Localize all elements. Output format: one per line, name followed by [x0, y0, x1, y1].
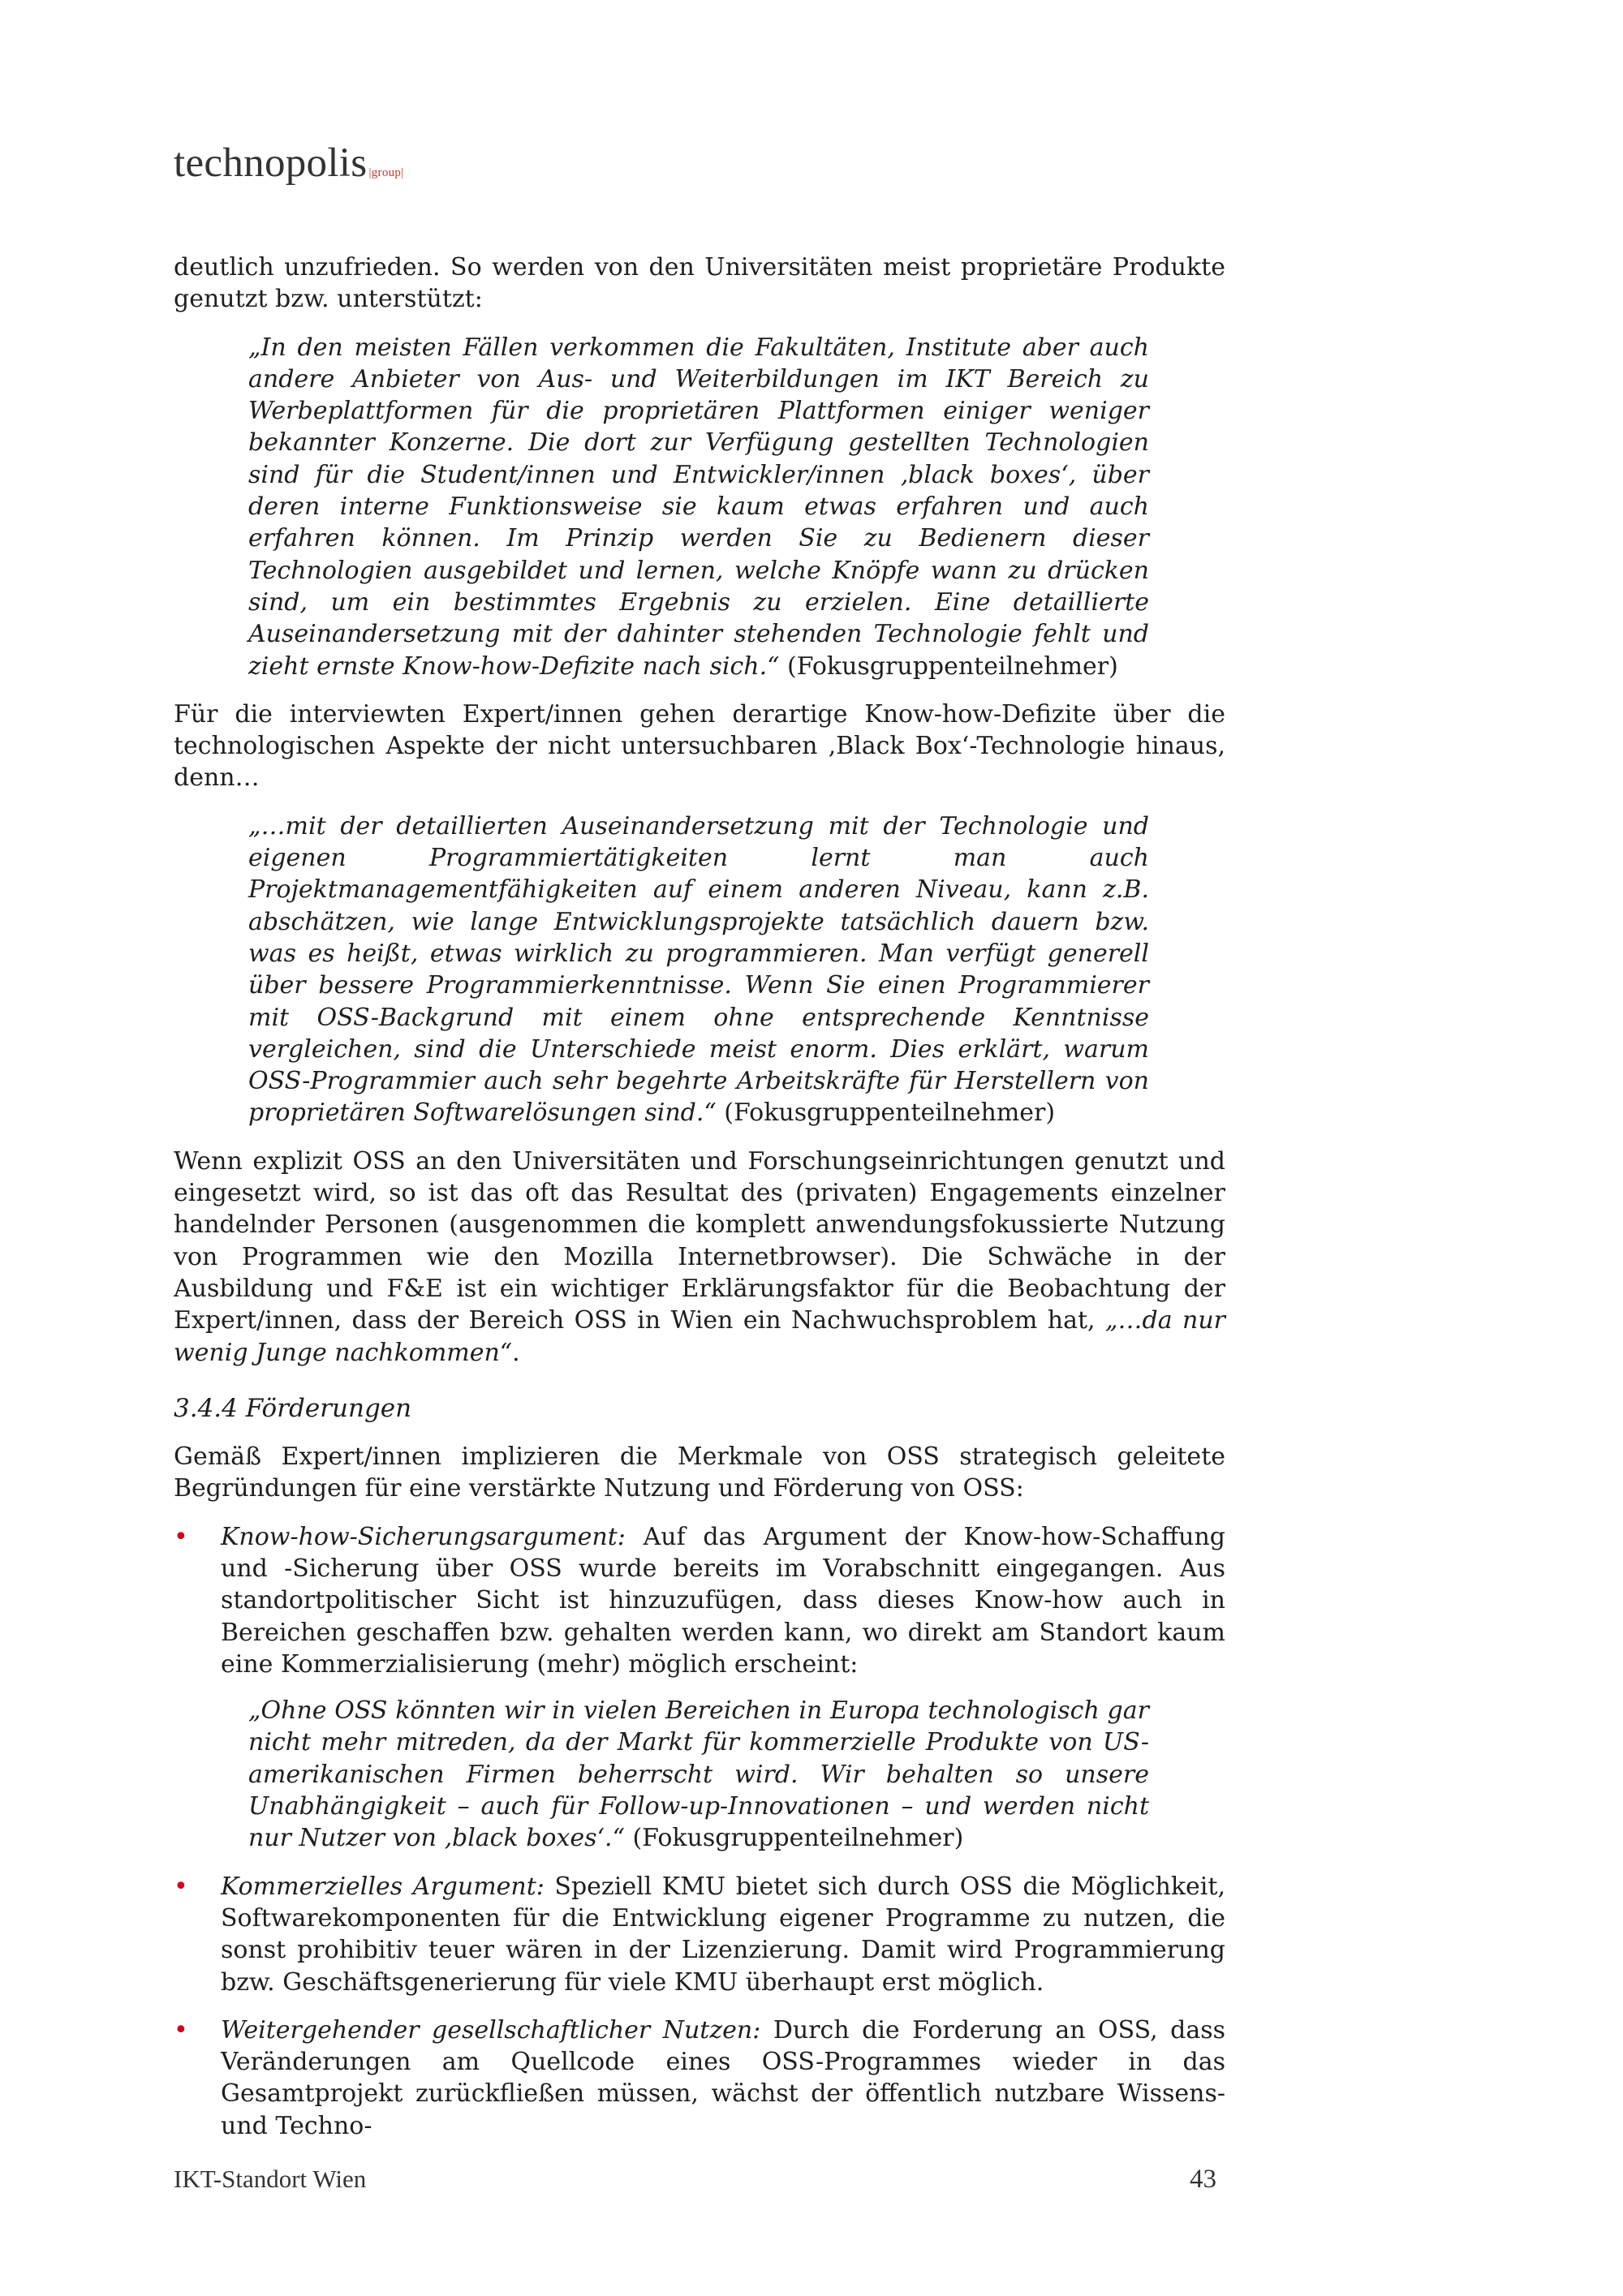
bullet-icon: • — [174, 1872, 188, 1901]
intro-blocks — [174, 252, 1225, 1505]
bullet-text: Weitergehender gesellschaftlicher Nutzen: Durch die Forderung an OSS, dass Veränderungen am Quellcode eines OSS-Programmes wieder in das Gesamtprojekt zurückfließen müssen, wächst der öffentlich nutzbare Wissens- und Techno- — [221, 2015, 1225, 2140]
bullet-icon: • — [174, 1522, 188, 1551]
section-heading-foerderungen: 3.4.4 Förderungen — [174, 1393, 412, 1423]
argument-list — [174, 1521, 1225, 2142]
list-item — [174, 1521, 1225, 1855]
quote-ohne-oss: „Ohne OSS könnten wir in vielen Bereichen in Europa technologisch gar nicht mehr mitreden, da der Markt für kommerzielle Produkte von US-amerikanischen Firmen beherrscht wird. Wir behalten so unsere Unabhängigkeit – auch für Follow-up-Innovationen – und werden nicht nur Nutzer von ‚black boxes‘.“ (Fokusgruppenteilnehmer) — [248, 1696, 1149, 1853]
logo-wordmark: technopolis — [174, 140, 368, 186]
page-body — [174, 252, 1225, 2158]
paragraph-intro: deutlich unzufrieden. So werden von den Universitäten meist proprietäre Produkte genutzt bzw. unterstützt: — [174, 253, 1225, 314]
footer-document-title: IKT-Standort Wien — [174, 2165, 367, 2193]
list-item — [174, 2014, 1225, 2142]
logo-group-suffix: |group| — [368, 166, 404, 179]
quote-black-boxes: „In den meisten Fällen verkommen die Fakultäten, Institute aber auch andere Anbieter von Aus- und Weiterbildungen im IKT Bereich zu Werbeplattformen für die proprietären Plattformen einiger weniger bekannter Konzerne. Die dort zur Verfügung gestellten Technologien sind für die Student/innen und Entwickler/innen ‚black boxes‘, über deren interne Funktionsweise sie kaum etwas erfahren und auch erfahren können. Im Prinzip werden Sie zu Bedienern dieser Technologien ausgebildet und lernen, welche Knöpfe wann zu drücken sind, um ein bestimmtes Ergebnis zu erzielen. Eine detaillierte Auseinandersetzung mit der dahinter stehenden Technologie fehlt und zieht ernste Know-how-Defizite nach sich.“ (Fokusgruppenteilnehmer) — [248, 333, 1149, 681]
quote-programmierkenntnisse: „…mit der detaillierten Auseinandersetzung mit der Technologie und eigenen Programmiertätigkeiten lernt man auch Projektmanagementfähigkeiten auf einem anderen Niveau, kann z.B. abschätzen, wie lange Entwicklungsprojekte tatsächlich dauern bzw. was es heißt, etwas wirklich zu programmieren. Man verfügt generell über bessere Programmierkenntnisse. Wenn Sie einen Programmierer mit OSS-Backgrund mit einem ohne entsprechende Kenntnisse vergleichen, sind die Unterschiede meist enorm. Dies erklärt, warum OSS-Programmier auch sehr begehrte Arbeitskräfte für Herstellern von proprietären Softwarelösungen sind.“ (Fokusgruppenteilnehmer) — [248, 811, 1149, 1128]
list-item — [174, 1871, 1225, 1998]
paragraph-begruendungen: Gemäß Expert/innen implizieren die Merkmale von OSS strategisch geleitete Begründungen für eine verstärkte Nutzung und Förderung von OSS: — [174, 1443, 1225, 1503]
bullet-text: Kommerzielles Argument: Speziell KMU bietet sich durch OSS die Möglichkeit, Softwarekomponenten für die Entwicklung eigener Programme zu nutzen, die sonst prohibitiv teuer wären in der Lizenzierung. Damit wird Programmierung bzw. Geschäftsgenerierung für viele KMU überhaupt erst möglich. — [221, 1872, 1225, 1997]
paragraph-nachwuchsproblem: Wenn explizit OSS an den Universitäten und Forschungseinrichtungen genutzt und eingesetzt wird, so ist das oft das Resultat des (privaten) Engagements einzelner handelnder Personen (ausgenommen die komplett anwendungsfokussierte Nutzung von Programmen wie den Mozilla Internetbrowser). Die Schwäche in der Ausbildung und F&E ist ein wichtiger Erklärungsfaktor für die Beobachtung der Expert/innen, dass der Bereich OSS in Wien ein Nachwuchsproblem hat, „…da nur wenig Junge nachkommen“. — [174, 1146, 1225, 1367]
page-number: 43 — [1190, 2165, 1216, 2194]
technopolis-logo — [174, 140, 404, 187]
bullet-text: Know-how-Sicherungsargument: Auf das Argument der Know-how-Schaffung und -Sicherung über OSS wurde bereits im Vorabschnitt eingegangen. Aus standortpolitischer Sicht ist hinzuzufügen, dass dieses Know-how auch in Bereichen geschaffen bzw. gehalten werden kann, wo direkt am Standort kaum eine Kommerzialisierung (mehr) möglich erscheint: — [221, 1522, 1225, 1679]
paragraph-know-how-defizite: Für die interviewten Expert/innen gehen derartige Know-how-Defizite über die technologischen Aspekte der nicht untersuchbaren ‚Black Box‘-Technologie hinaus, denn… — [174, 699, 1225, 793]
bullet-icon: • — [174, 2015, 188, 2044]
